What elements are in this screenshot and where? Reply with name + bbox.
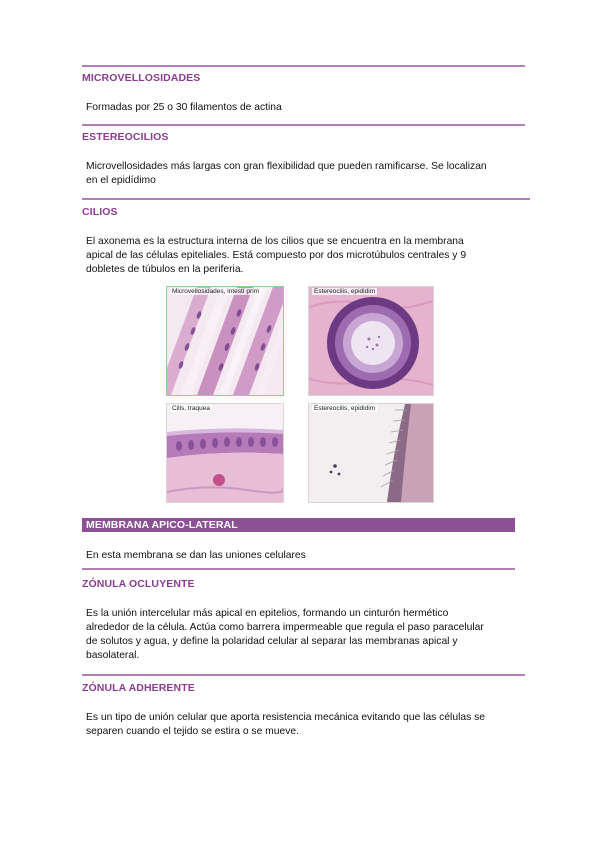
micrograph-cilios-image: [167, 404, 283, 502]
paragraph-zonula-adherente: [86, 711, 485, 739]
micrograph-estereocilios-2: [308, 403, 434, 503]
heading-band-membrana: [82, 518, 515, 532]
heading-microvellosidades: MICROVELLOSIDADES: [82, 72, 201, 84]
paragraph-membrana: [86, 549, 306, 563]
paragraph-microvellosidades: [86, 101, 282, 115]
micrograph-cilios: [166, 403, 284, 503]
micrograph-caption: Microvellosidades, intestí prim: [172, 288, 260, 295]
micrograph-estereocilios-1-image: [309, 287, 433, 395]
heading-zonula-ocluyente: ZÓNULA OCLUYENTE: [82, 578, 195, 590]
text-line: Formadas por 25 o 30 filamentos de actina: [86, 102, 282, 113]
text-line: apical de las células epiteliales. Está compuesto por dos microtúbulos centrales y 9: [86, 250, 467, 261]
micrograph-caption: Cilis, traquea: [172, 405, 210, 412]
micrograph-microvellosidades-image: [167, 287, 283, 395]
section-rule: [82, 674, 525, 676]
section-rule: [82, 124, 525, 126]
text-line: Microvellosidades más largas con gran flexibilidad que pueden ramificarse. Se localizan: [86, 161, 487, 172]
text-line: en el epidídimo: [86, 175, 156, 186]
heading-membrana: MEMBRANA APICO-LATERAL: [86, 519, 238, 531]
text-line: En esta membrana se dan las uniones celulares: [86, 550, 306, 561]
micrograph-estereocilios-1: [308, 286, 434, 396]
text-line: Es un tipo de unión celular que aporta resistencia mecánica evitando que las células se: [86, 712, 485, 723]
heading-estereocilios: ESTEREOCILIOS: [82, 131, 169, 143]
text-line: El axonema es la estructura interna de los cilios que se encuentra en la membrana: [86, 236, 464, 247]
micrograph-microvellosidades: [166, 286, 284, 396]
paragraph-zonula-ocluyente: [86, 607, 484, 663]
paragraph-cilios: [86, 235, 466, 277]
text-line: basolateral.: [86, 650, 140, 661]
text-line: separen cuando el tejido se estira o se mueve.: [86, 726, 299, 737]
micrograph-caption: Estereocilis, epididim: [314, 405, 376, 412]
paragraph-estereocilios: [86, 160, 487, 188]
heading-zonula-adherente: ZÓNULA ADHERENTE: [82, 682, 195, 694]
text-line: Es la unión intercelular más apical en epitelios, formando un cinturón hermético: [86, 608, 449, 619]
text-line: dobletes de túbulos en la periferia.: [86, 264, 244, 275]
heading-cilios: CILIOS: [82, 206, 118, 218]
text-line: alrededor de la célula. Actúa como barrera impermeable que regula el paso paracelular: [86, 622, 484, 633]
section-rule: [82, 198, 530, 200]
micrograph-caption: Estereocilis, epididim: [314, 288, 376, 295]
micrograph-estereocilios-2-image: [309, 404, 433, 502]
section-rule: [82, 568, 515, 570]
text-line: de solutos y agua, y define la polaridad celular al separar las membranas apical y: [86, 636, 458, 647]
section-rule: [82, 65, 525, 67]
